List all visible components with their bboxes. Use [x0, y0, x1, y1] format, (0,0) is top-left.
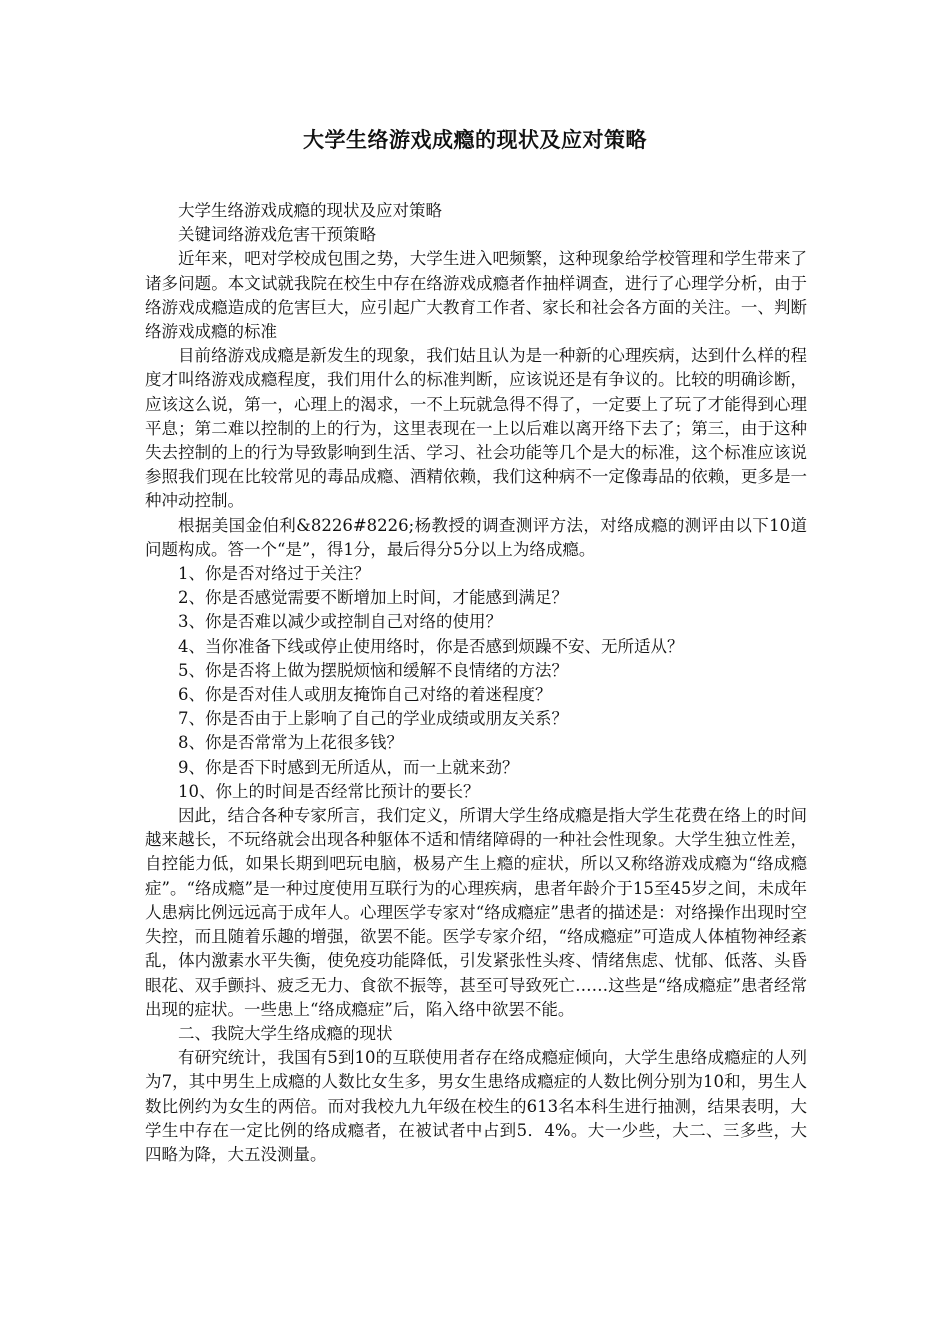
paragraph-criteria: 目前络游戏成瘾是新发生的现象，我们姑且认为是一种新的心理疾病，达到什么样的程度才叫络游戏成瘾程度，我们用什么的标准判断，应该说还是有争议的。比较的明确诊断，应该这么说，第一，心理上的渴求，一不上玩就急得不得了，一定要上了玩了才能得到心理平息；第二难以控制的上的行为，这里表现在一上以后难以离开络下去了；第三，由于这种失去控制的上的行为导致影响到生活、学习、社会功能等几个是大的标准，这个标准应该说参照我们现在比较常见的毒品成瘾、酒精依赖，我们这种病不一定像毒品的依赖，更多是一种冲动控制。 [145, 346, 807, 511]
section-heading: 二、我院大学生络成瘾的现状 [178, 1023, 393, 1043]
document-body [145, 199, 807, 1167]
paragraph-definition: 因此，结合各种专家所言，我们定义，所谓大学生络成瘾是指大学生花费在络上的时间越来越长，不玩络就会出现各种躯体不适和情绪障碍的一种社会性现象。大学生独立性差，自控能力低，如果长期到吧玩电脑，极易产生上瘾的症状，所以又称络游戏成瘾为“络成瘾症”。“络成瘾”是一种过度使用互联行为的心理疾病，患者年龄介于15至45岁之间，未成年人患病比例远远高于成年人。心理医学专家对“络成瘾症”患者的描述是：对络操作出现时空失控，而且随着乐趣的增强，欲罢不能。医学专家介绍，“络成瘾症”可造成人体植物神经紊乱，体内激素水平失衡，使免疫功能降低，引发紧张性头疼、情绪焦虑、忧郁、低落、头昏眼花、双手颤抖、疲乏无力、食欲不振等，甚至可导致死亡……这些是“络成瘾症”患者经常出现的症状。一些患上“络成瘾症”后，陷入络中欲罢不能。 [145, 806, 807, 1019]
question-item: 7、你是否由于上影响了自己的学业成绩或朋友关系？ [178, 709, 568, 729]
question-item: 4、当你准备下线或停止使用络时，你是否感到烦躁不安、无所适从？ [178, 636, 684, 656]
question-item: 2、你是否感觉需要不断增加上时间，才能感到满足？ [178, 588, 568, 608]
question-item: 8、你是否常常为上花很多钱？ [178, 733, 403, 753]
question-item: 9、你是否下时感到无所适从，而一上就来劲？ [178, 757, 519, 777]
paragraph-intro: 近年来，吧对学校成包围之势，大学生进入吧频繁，这种现象给学校管理和学生带来了诸多问题。本文试就我院在校生中存在络游戏成瘾者作抽样调查，进行了心理学分析，由于络游戏成瘾造成的危害巨大，应引起广大教育工作者、家长和社会各方面的关注。一、判断络游戏成瘾的标准 [145, 249, 807, 342]
paragraph-assessment: 根据美国金伯利&8226#8226;杨教授的调查测评方法，对络成瘾的测评由以下10道问题构成。答一个“是”，得1分，最后得分5分以上为络成瘾。 [145, 515, 807, 559]
question-item: 3、你是否难以减少或控制自己对络的使用？ [178, 612, 502, 632]
question-item: 1、你是否对络过于关注？ [178, 564, 370, 584]
question-item: 10、你上的时间是否经常比预计的要长？ [178, 781, 480, 801]
paragraph-statistics: 有研究统计，我国有5到10的互联使用者存在络成瘾症倾向，大学生患络成瘾症的人列为7，其中男生上成瘾的人数比女生多，男女生患络成瘾症的人数比例分别为10和，男生人数比例约为女生的两倍。而对我校九九年级在校生的613名本科生进行抽测，结果表明，大学生中存在一定比例的络成瘾者，在被试者中占到5．4%。大一少些，大二、三多些，大四略为降，大五没测量。 [145, 1048, 807, 1164]
document-title: 大学生络游戏成瘾的现状及应对策略 [303, 128, 647, 152]
question-item: 5、你是否将上做为摆脱烦恼和缓解不良情绪的方法？ [178, 660, 568, 680]
paragraph-keywords: 关键词络游戏危害干预策略 [178, 225, 376, 245]
paragraph-subtitle: 大学生络游戏成瘾的现状及应对策略 [178, 201, 442, 220]
question-item: 6、你是否对佳人或朋友掩饰自己对络的着迷程度？ [178, 685, 552, 705]
